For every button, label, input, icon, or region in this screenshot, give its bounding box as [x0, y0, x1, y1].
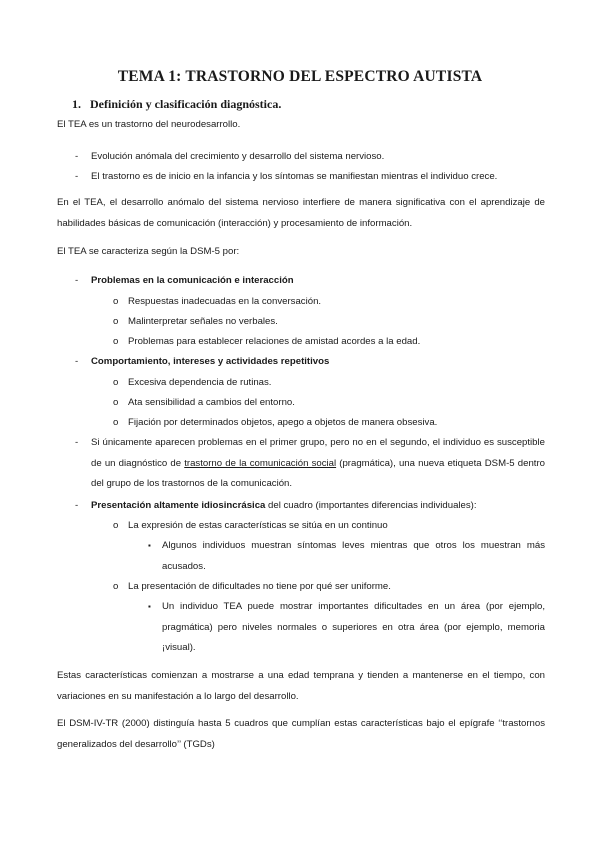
underlined-term: trastorno de la comunicación social [184, 457, 337, 469]
paragraph-early-onset: Estas características comienzan a mostrarse a una edad temprana y tienden a mantenerse en el tiempo, con variaciones en su manifestación a lo largo del desarrollo. [57, 670, 545, 702]
square-bullet: ▪ [148, 541, 151, 550]
circle-bullet: o [113, 377, 119, 388]
section-label: Definición y clasificación diagnóstica. [90, 97, 282, 111]
intro-item: Evolución anómala del crecimiento y desarrollo del sistema nervioso. [91, 151, 385, 162]
list-item: Algunos individuos muestran síntomas leves mientras que otros los muestran más acusados. [162, 540, 545, 572]
list-item: Problemas para establecer relaciones de amistad acordes a la edad. [128, 336, 421, 347]
group-heading-communication: Problemas en la comunicación e interacción [91, 275, 294, 286]
dash-bullet: - [75, 437, 79, 448]
circle-bullet: o [113, 397, 119, 408]
square-bullet: ▪ [148, 602, 151, 611]
paragraph-social-communication: Si únicamente aparecen problemas en el primer grupo, pero no en el segundo, el individuo es susceptible de un diagnóstico de trastorno de la comunicación social (pragmática), una nueva etiqueta DSM-5 dentro del grupo de los trastornos de la comunicación. [91, 437, 545, 489]
section-heading [72, 97, 281, 112]
group-heading-idiosyncratic: Presentación altamente idiosincrásica del cuadro (importantes diferencias individuales): [91, 500, 477, 511]
dash-bullet: - [75, 500, 79, 511]
circle-bullet: o [113, 581, 119, 592]
group-heading-behaviour: Comportamiento, intereses y actividades repetitivos [91, 356, 330, 367]
list-item: Fijación por determinados objetos, apego a objetos de manera obsesiva. [128, 417, 438, 428]
dash-bullet: - [75, 151, 79, 162]
circle-bullet: o [113, 296, 119, 307]
list-item: La presentación de dificultades no tiene por qué ser uniforme. [128, 581, 391, 592]
intro-paragraph: El TEA es un trastorno del neurodesarrollo. [57, 119, 241, 130]
circle-bullet: o [113, 316, 119, 327]
circle-bullet: o [113, 336, 119, 347]
list-item: Ata sensibilidad a cambios del entorno. [128, 397, 295, 408]
intro-item: El trastorno es de inicio en la infancia y los síntomas se manifiestan mientras el individuo crece. [91, 171, 498, 182]
dash-bullet: - [75, 275, 79, 286]
list-item: Respuestas inadecuadas en la conversación. [128, 296, 322, 307]
section-number: 1. [72, 97, 81, 111]
list-item: Malinterpretar señales no verbales. [128, 316, 278, 327]
dash-bullet: - [75, 356, 79, 367]
list-item: La expresión de estas características se sitúa en un continuo [128, 520, 388, 531]
document-title: TEMA 1: TRASTORNO DEL ESPECTRO AUTISTA [117, 68, 483, 85]
circle-bullet: o [113, 417, 119, 428]
paragraph-tea-development: En el TEA, el desarrollo anómalo del sistema nervioso interfiere de manera significativa con el aprendizaje de habilidades básicas de comunicación (interacción) y procesamiento de información. [57, 197, 545, 229]
list-item: Un individuo TEA puede mostrar importantes dificultades en un área (por ejemplo, pragmática) pero niveles normales o superiores en otra área (por ejemplo, memoria ¡visual). [162, 601, 545, 653]
circle-bullet: o [113, 520, 119, 531]
dash-bullet: - [75, 171, 79, 182]
paragraph-dsm-iv: El DSM-IV-TR (2000) distinguía hasta 5 cuadros que cumplían estas características bajo el epígrafe ‘‘trastornos generalizados del desarrollo’’ (TGDs) [57, 718, 545, 750]
list-item: Excesiva dependencia de rutinas. [128, 377, 272, 388]
paragraph-dsm5: El TEA se caracteriza según la DSM-5 por: [57, 246, 240, 257]
